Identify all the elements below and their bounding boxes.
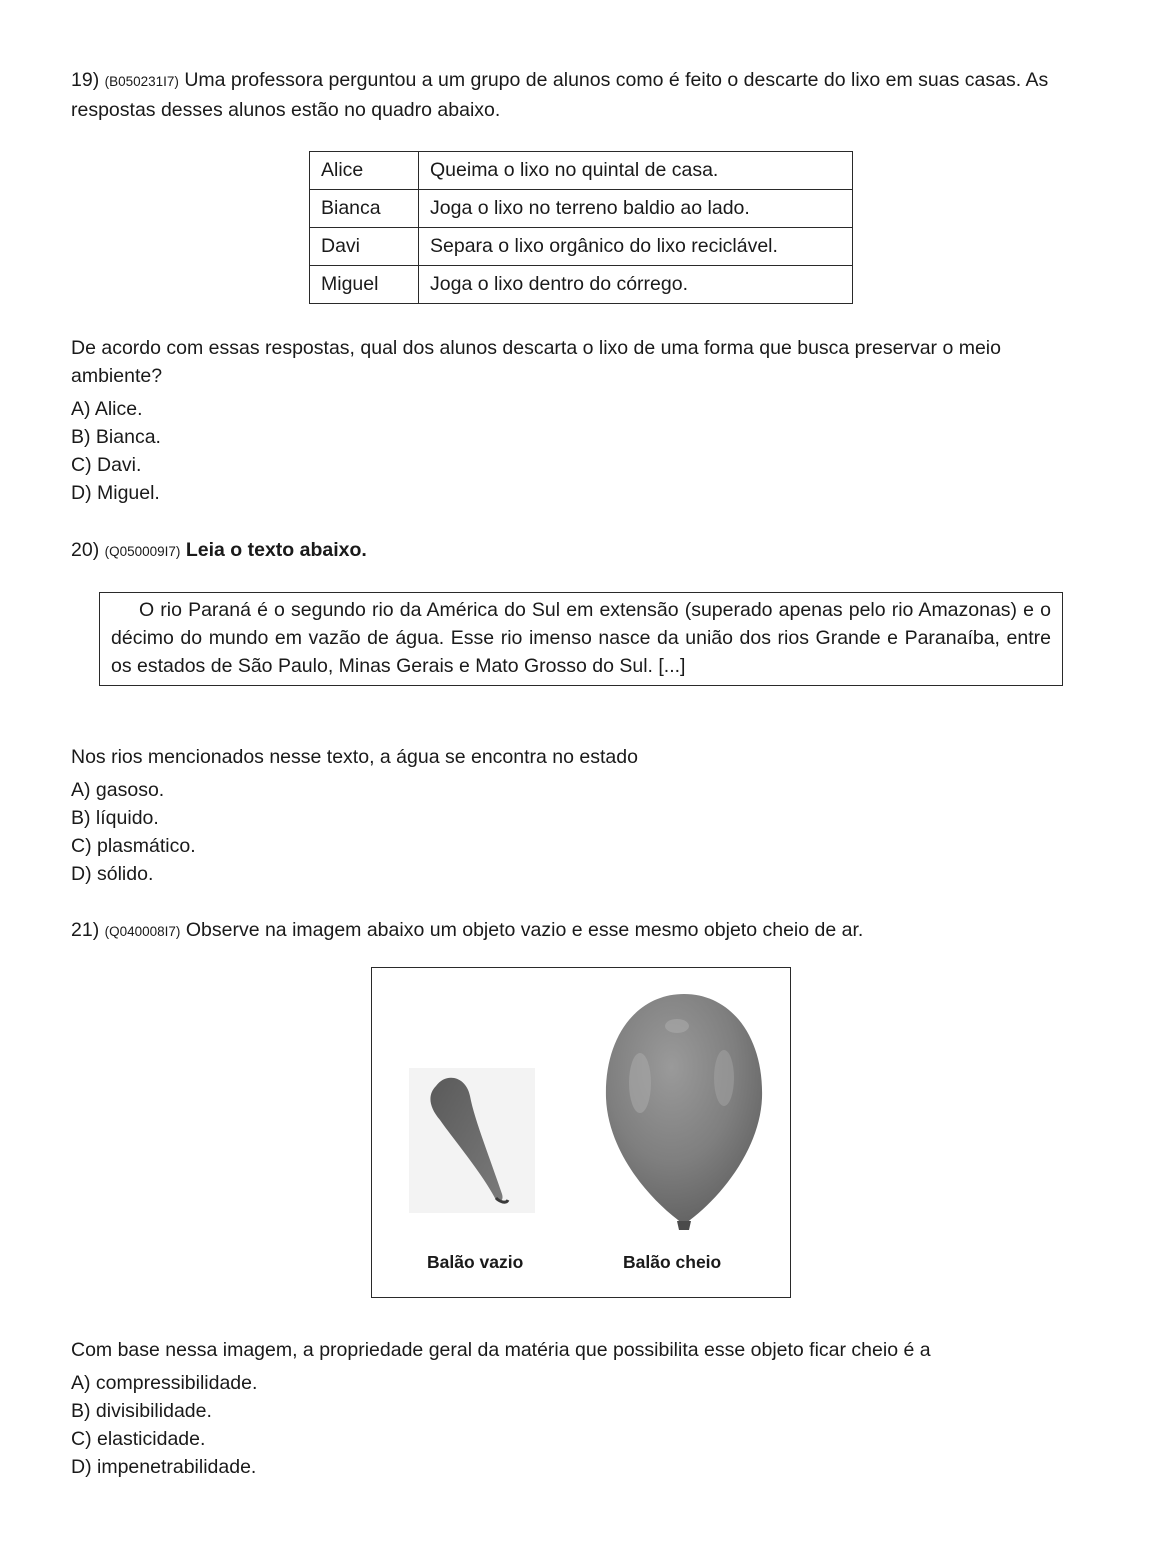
q20-option-b[interactable]: B) líquido. bbox=[71, 807, 159, 829]
student-answer: Separa o lixo orgânico do lixo reciclável. bbox=[419, 228, 853, 266]
table-row bbox=[310, 190, 853, 228]
q19-text: Uma professora perguntou a um grupo de alunos como é feito o descarte do lixo em suas casas. As respostas desses alunos estão no quadro abaixo. bbox=[71, 69, 1049, 121]
q20-code: (Q050009I7) bbox=[104, 544, 181, 559]
student-answer: Joga o lixo dentro do córrego. bbox=[419, 266, 853, 304]
q20-option-d[interactable]: D) sólido. bbox=[71, 863, 154, 885]
q21-statement bbox=[71, 916, 1093, 946]
full-balloon-icon bbox=[606, 994, 762, 1230]
q20-number: 20) bbox=[71, 539, 100, 561]
q19-number: 19) bbox=[71, 69, 100, 91]
q21-code: (Q040008I7) bbox=[104, 924, 181, 939]
q20-passage: O rio Paraná é o segundo rio da América do Sul em extensão (superado apenas pelo rio Amazonas) e o décimo do mundo em vazão de água. Esse rio imenso nasce da união dos rios Grande e Paranaíba, entre os estados de São Paulo, Minas Gerais e Mato Grosso do Sul. [...] bbox=[99, 592, 1063, 686]
q20-intro: Leia o texto abaixo. bbox=[185, 539, 367, 561]
q19-code: (B050231I7) bbox=[104, 74, 179, 89]
q19-question: De acordo com essas respostas, qual dos alunos descarta o lixo de uma forma que busca preservar o meio ambiente? bbox=[71, 337, 1001, 387]
student-name: Miguel bbox=[310, 266, 419, 304]
q21-option-c[interactable]: C) elasticidade. bbox=[71, 1428, 206, 1450]
q20-question: Nos rios mencionados nesse texto, a água se encontra no estado bbox=[71, 746, 638, 768]
q21-option-a[interactable]: A) compressibilidade. bbox=[71, 1372, 258, 1394]
q19-statement bbox=[71, 66, 1093, 124]
q19-option-d[interactable]: D) Miguel. bbox=[71, 482, 160, 504]
q19-option-a[interactable]: A) Alice. bbox=[71, 398, 143, 420]
q20-statement bbox=[71, 536, 1093, 566]
table-row bbox=[310, 266, 853, 304]
q19-answers-table bbox=[309, 151, 853, 304]
table-row bbox=[310, 152, 853, 190]
student-name: Alice bbox=[310, 152, 419, 190]
q19-option-b[interactable]: B) Bianca. bbox=[71, 426, 161, 448]
q19-options bbox=[71, 395, 1093, 507]
q21-option-b[interactable]: B) divisibilidade. bbox=[71, 1400, 212, 1422]
student-name: Bianca bbox=[310, 190, 419, 228]
q21-number: 21) bbox=[71, 919, 100, 941]
q20-options bbox=[71, 776, 1093, 888]
q21-option-d[interactable]: D) impenetrabilidade. bbox=[71, 1456, 257, 1478]
table-row bbox=[310, 228, 853, 266]
student-answer: Queima o lixo no quintal de casa. bbox=[419, 152, 853, 190]
q20-option-a[interactable]: A) gasoso. bbox=[71, 779, 165, 801]
q21-options bbox=[71, 1369, 1093, 1481]
q21-question: Com base nessa imagem, a propriedade geral da matéria que possibilita esse objeto ficar cheio é a bbox=[71, 1339, 931, 1361]
q21-text: Observe na imagem abaixo um objeto vazio e esse mesmo objeto cheio de ar. bbox=[185, 919, 864, 941]
q19-option-c[interactable]: C) Davi. bbox=[71, 454, 142, 476]
caption-full-balloon: Balão cheio bbox=[623, 1252, 722, 1272]
student-name: Davi bbox=[310, 228, 419, 266]
caption-empty-balloon: Balão vazio bbox=[427, 1252, 524, 1272]
student-answer: Joga o lixo no terreno baldio ao lado. bbox=[419, 190, 853, 228]
balloon-illustration bbox=[372, 968, 790, 1297]
q20-option-c[interactable]: C) plasmático. bbox=[71, 835, 196, 857]
balloon-figure bbox=[371, 967, 791, 1298]
